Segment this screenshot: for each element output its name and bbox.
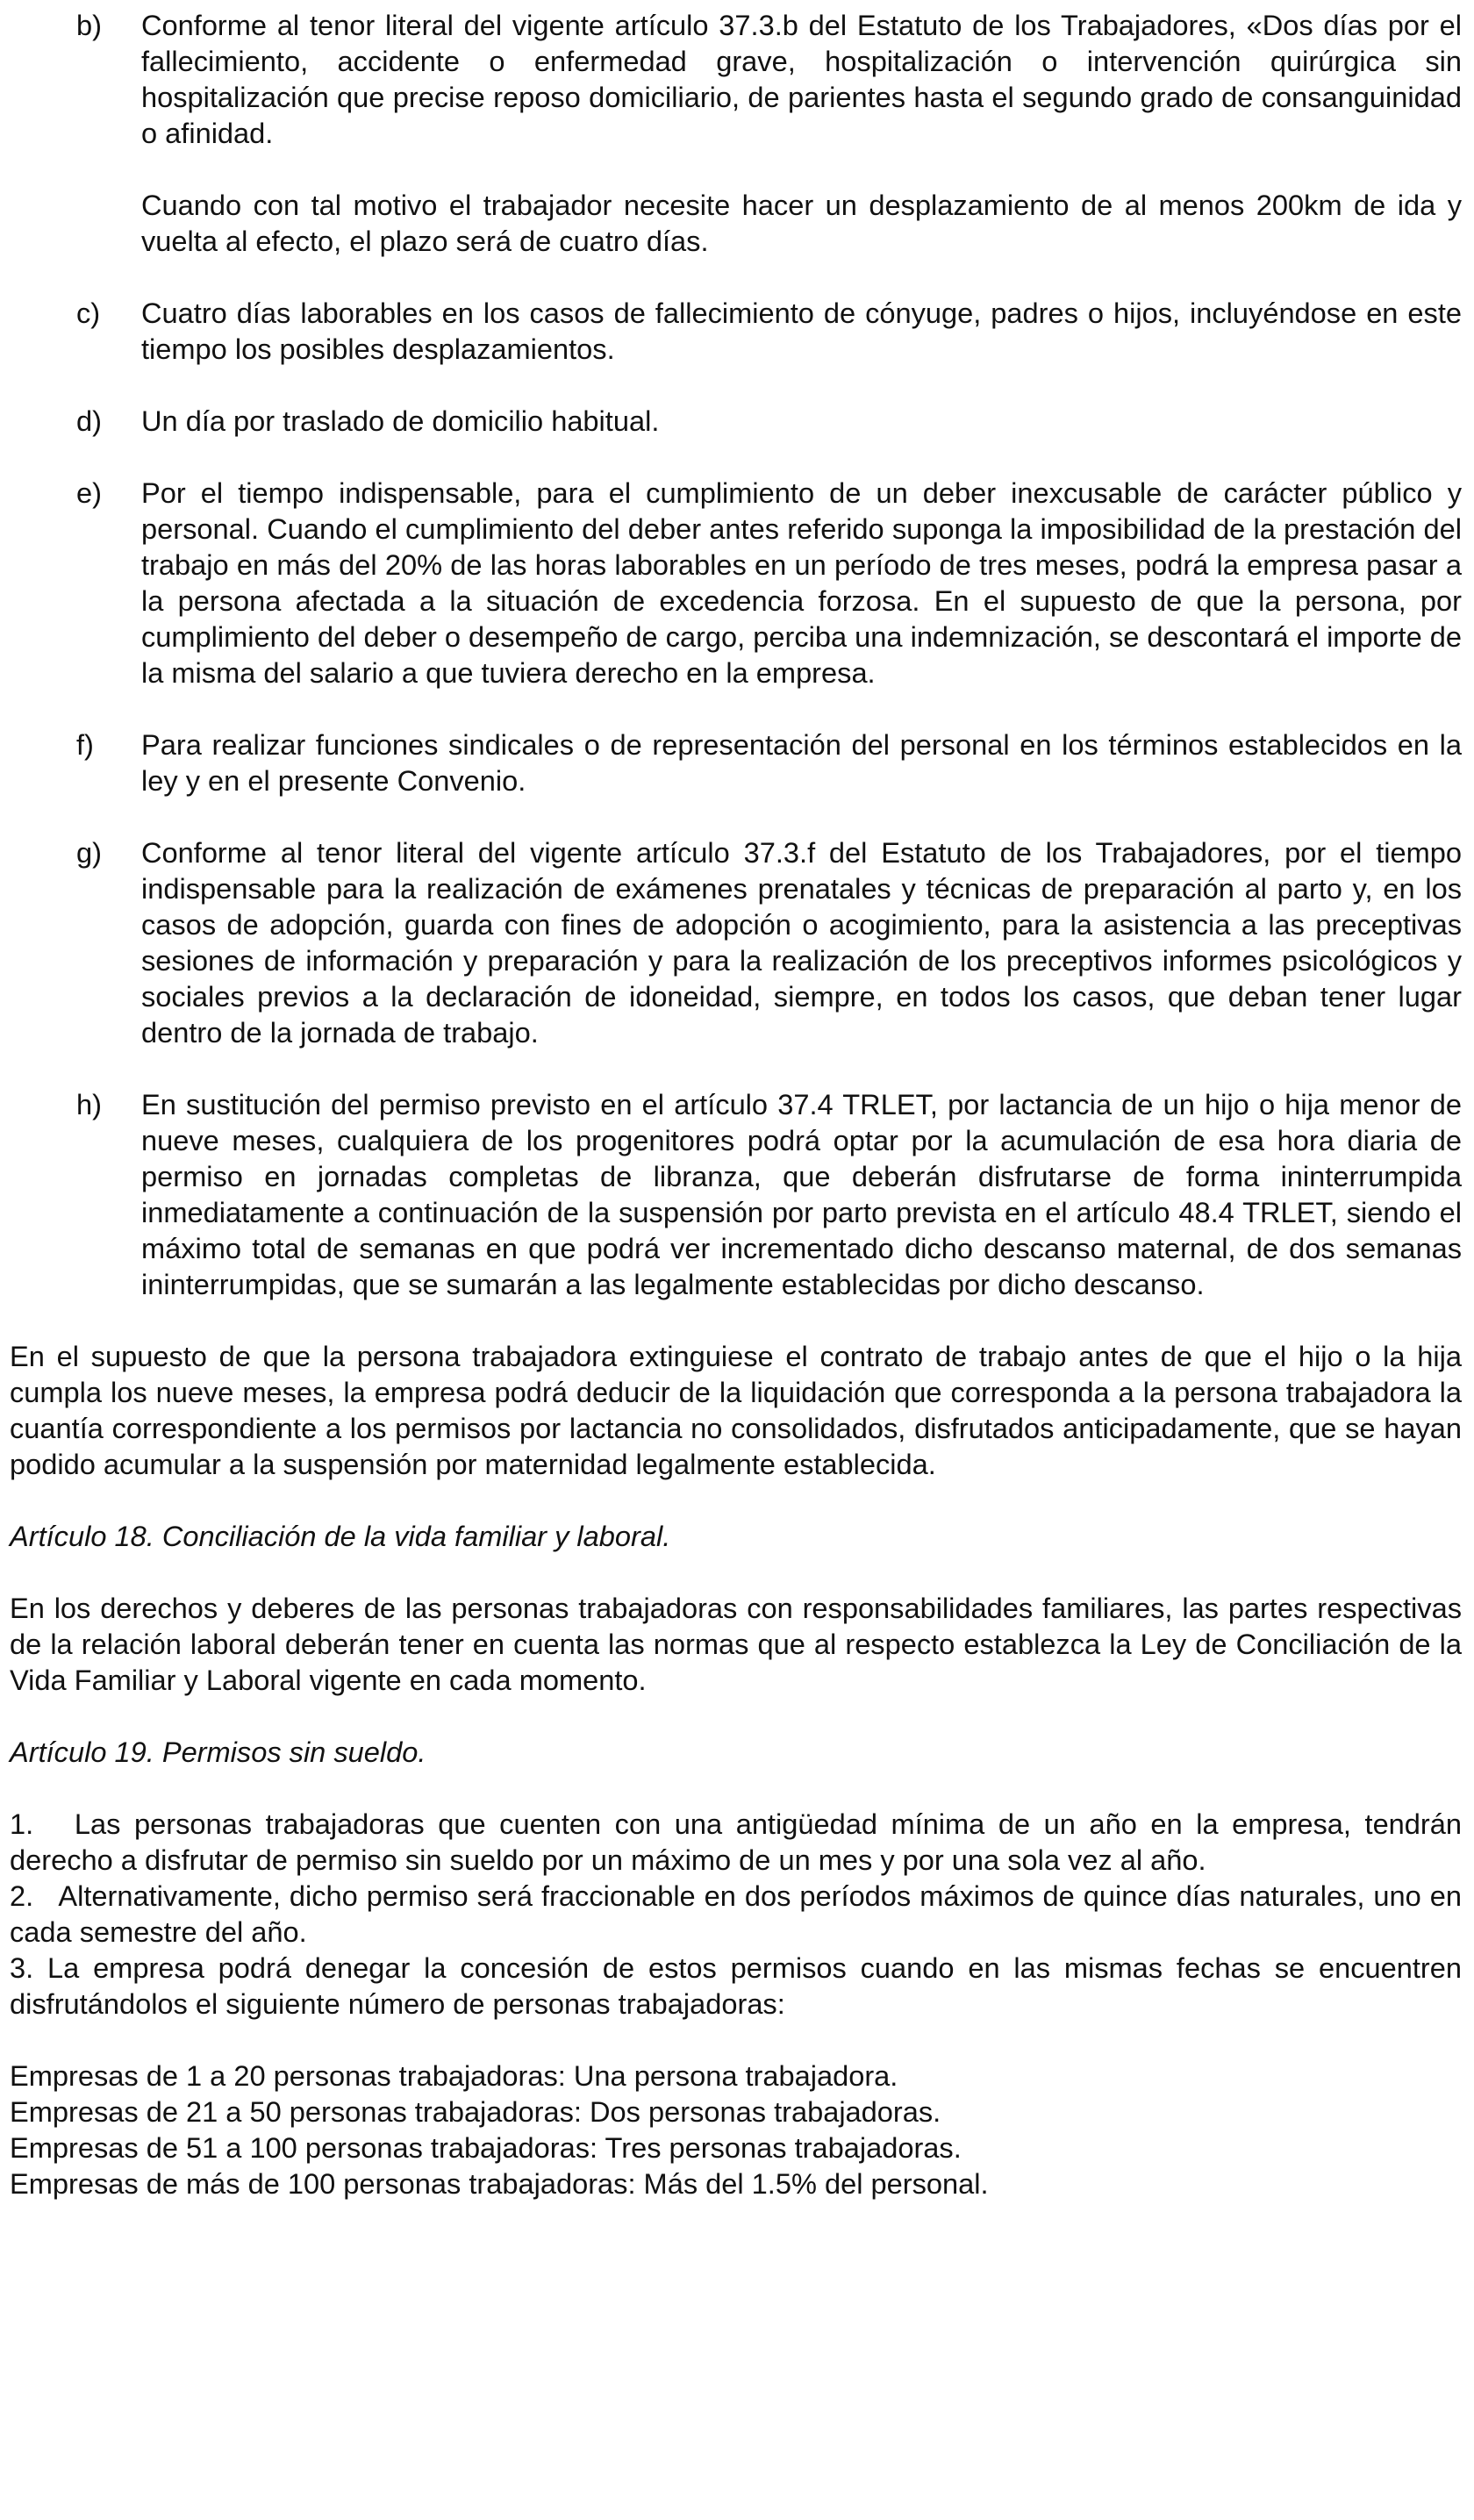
company-limit-line: Empresas de 1 a 20 personas trabajadoras: Una persona trabajadora.	[10, 2059, 898, 2092]
list-marker: d)	[76, 404, 102, 437]
list-item-b	[10, 7, 1462, 259]
point-number: 3.	[10, 1951, 34, 1984]
company-limits	[10, 2058, 1462, 2201]
point-text: Las personas trabajadoras que cuenten con una antigüedad mínima de un año en la empresa, tendrán derecho a disfrutar de permiso sin sueldo por un máximo de un mes y por una sola vez al año.	[10, 1808, 1463, 1876]
article-18-heading: Artículo 18. Conciliación de la vida familiar y laboral.	[10, 1520, 671, 1552]
list-item-text: Para realizar funciones sindicales o de representación del personal en los términos establecidos en la ley y en el presente Convenio.	[141, 728, 1462, 797]
list-marker: h)	[76, 1088, 102, 1120]
list-item-text: Por el tiempo indispensable, para el cumplimiento de un deber inexcusable de carácter público y personal. Cuando el cumplimiento del deber antes referido suponga la imposibilidad de la prestación del trabajo en más del 20% de las horas laborables en un período de tres meses, podrá la empresa pasar a la persona afectada a la situación de excedencia forzosa. En el supuesto de que la persona, por cumplimiento del deber o desempeño de cargo, perciba una indemnización, se descontará el importe de la misma del salario a que tuviera derecho en la empresa.	[141, 476, 1462, 689]
article-19-point-1	[10, 1806, 1462, 1878]
point-number: 2.	[10, 1879, 34, 1912]
list-item-d	[10, 403, 1462, 439]
list-item-text: En sustitución del permiso previsto en el artículo 37.4 TRLET, por lactancia de un hijo o hija menor de nueve meses, cualquiera de los progenitores podrá optar por la acumulación de esa hora diaria de permiso en jornadas completas de libranza, que deberán disfrutarse de forma ininterrumpida inmediatamente a continuación de la suspensión por parto prevista en el artículo 48.4 TRLET, siendo el máximo total de semanas en que podrá ver incrementado dicho descanso maternal, de dos semanas ininterrumpidas, que se sumarán a las legalmente establecidas por dicho descanso.	[141, 1088, 1462, 1300]
company-limit-line: Empresas de 21 a 50 personas trabajadoras: Dos personas trabajadoras.	[10, 2095, 941, 2128]
point-text: La empresa podrá denegar la concesión de estos permisos cuando en las mismas fechas se encuentren disfrutándolos el siguiente número de personas trabajadoras:	[10, 1951, 1462, 2020]
company-limit-line: Empresas de más de 100 personas trabajadoras: Más del 1.5% del personal.	[10, 2167, 989, 2200]
article-18-body: En los derechos y deberes de las personas trabajadoras con responsabilidades familiares, las partes respectivas de la relación laboral deberán tener en cuenta las normas que al respecto establezca la Ley de Conciliación de la Vida Familiar y Laboral vigente en cada momento.	[10, 1592, 1462, 1696]
permits-list	[10, 7, 1462, 1302]
article-19-heading: Artículo 19. Permisos sin sueldo.	[10, 1736, 426, 1768]
point-text: Alternativamente, dicho permiso será fraccionable en dos períodos máximos de quince días naturales, uno en cada semestre del año.	[10, 1879, 1462, 1948]
list-marker: b)	[76, 9, 102, 41]
list-item-g	[10, 834, 1462, 1050]
article-19-point-2	[10, 1878, 1462, 1950]
extinction-paragraph: En el supuesto de que la persona trabajadora extinguiese el contrato de trabajo antes de que el hijo o la hija cumpla los nueve meses, la empresa podrá deducir de la liquidación que corresponda a la persona trabajadora la cuantía correspondiente a los permisos por lactancia no consolidados, disfrutados anticipadamente, que se hayan podido acumular a la suspensión por maternidad legalmente establecida.	[10, 1340, 1462, 1480]
list-item-e	[10, 475, 1462, 691]
document-page	[10, 7, 1462, 2201]
list-item-text: Cuatro días laborables en los casos de fallecimiento de cónyuge, padres o hijos, incluyéndose en este tiempo los posibles desplazamientos.	[141, 297, 1462, 365]
list-marker: c)	[76, 297, 101, 329]
list-marker: e)	[76, 476, 102, 509]
article-19-point-3	[10, 1950, 1462, 2022]
list-item-text: Conforme al tenor literal del vigente artículo 37.3.b del Estatuto de los Trabajadores, «Dos días por el fallecimiento, accidente o enfermedad grave, hospitalización o intervención quirúrgica sin hospitalización que precise reposo domiciliario, de parientes hasta el segundo grado de consanguinidad o afinidad.	[141, 9, 1462, 149]
list-item-text: Un día por traslado de domicilio habitual.	[141, 404, 660, 437]
list-marker: g)	[76, 836, 102, 869]
list-item-h	[10, 1086, 1462, 1302]
list-marker: f)	[76, 728, 94, 761]
company-limit-line: Empresas de 51 a 100 personas trabajadoras: Tres personas trabajadoras.	[10, 2131, 962, 2164]
list-item-f	[10, 727, 1462, 798]
point-number: 1.	[10, 1808, 34, 1840]
list-item-c	[10, 295, 1462, 367]
list-item-text: Conforme al tenor literal del vigente artículo 37.3.f del Estatuto de los Trabajadores, por el tiempo indispensable para la realización de exámenes prenatales y técnicas de preparación al parto y, en los casos de adopción, guarda con fines de adopción o acogimiento, para la asistencia a las preceptivas sesiones de información y preparación y para la realización de los preceptivos informes psicológicos y sociales previos a la declaración de idoneidad, siempre, en todos los casos, que deban tener lugar dentro de la jornada de trabajo.	[141, 836, 1462, 1049]
list-item-text: Cuando con tal motivo el trabajador necesite hacer un desplazamiento de al menos 200km de ida y vuelta al efecto, el plazo será de cuatro días.	[141, 189, 1462, 257]
